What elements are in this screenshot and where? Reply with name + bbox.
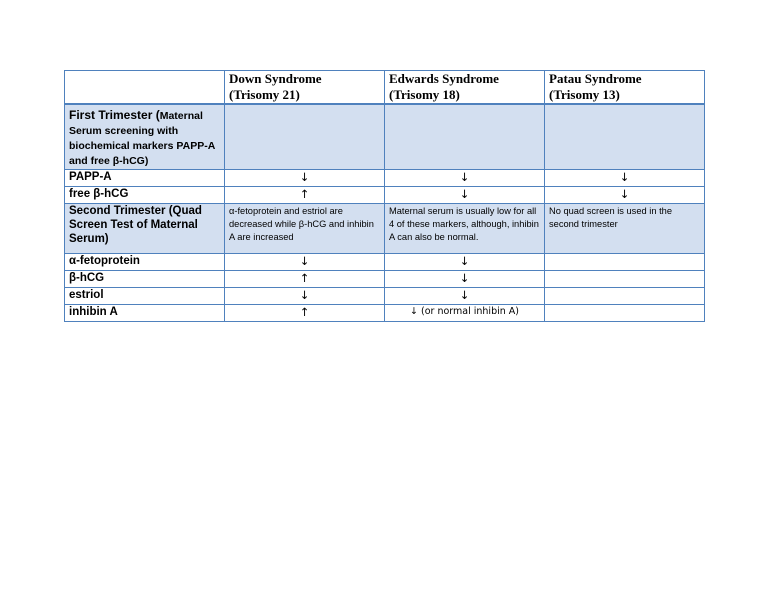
header-patau-syndrome	[545, 71, 705, 105]
table-row	[65, 170, 705, 187]
header-patau-subtitle: (Trisomy 13)	[549, 87, 620, 102]
first-trimester-edwards-cell	[385, 104, 545, 170]
header-edwards-subtitle: (Trisomy 18)	[389, 87, 460, 102]
afp-edwards-value: ↓	[385, 254, 545, 271]
inhibin-edwards-value: ↓ (or normal inhibin A)	[385, 305, 545, 322]
syndrome-screening-table	[64, 70, 705, 322]
header-edwards-title: Edwards Syndrome	[389, 71, 499, 86]
table-row	[65, 187, 705, 204]
first-trimester-patau-cell	[545, 104, 705, 170]
second-trimester-label: Second Trimester (Quad Screen Test of Maternal Serum)	[65, 204, 225, 254]
afp-patau-value	[545, 254, 705, 271]
estriol-down-value: ↓	[225, 288, 385, 305]
second-trimester-patau-note: No quad screen is used in the second trimester	[549, 206, 673, 229]
table-row	[65, 288, 705, 305]
row-label-afp: α-fetoprotein	[65, 254, 225, 271]
papp-a-patau-value: ↓	[545, 170, 705, 187]
row-label-bhcg: β-hCG	[65, 271, 225, 288]
second-trimester-edwards-note: Maternal serum is usually low for all 4 of these markers, although, inhibin A can also be normal.	[389, 206, 539, 242]
second-trimester-row	[65, 204, 705, 254]
papp-a-down-value: ↓	[225, 170, 385, 187]
afp-down-value: ↓	[225, 254, 385, 271]
table-row	[65, 271, 705, 288]
header-down-title: Down Syndrome	[229, 71, 322, 86]
second-trimester-edwards-cell	[385, 204, 545, 254]
free-bhcg-edwards-value: ↓	[385, 187, 545, 204]
first-trimester-label: First Trimester (Maternal Serum screening with biochemical markers PAPP-A and free β-hCG)	[65, 104, 225, 170]
bhcg-patau-value	[545, 271, 705, 288]
inhibin-patau-value	[545, 305, 705, 322]
papp-a-edwards-value: ↓	[385, 170, 545, 187]
first-trimester-row	[65, 104, 705, 170]
second-trimester-down-cell	[225, 204, 385, 254]
bhcg-edwards-value: ↓	[385, 271, 545, 288]
table-row	[65, 254, 705, 271]
second-trimester-down-note: α-fetoprotein and estriol are decreased while β-hCG and inhibin A are increased	[229, 206, 374, 242]
row-label-papp-a: PAPP-A	[65, 170, 225, 187]
header-edwards-syndrome	[385, 71, 545, 105]
estriol-patau-value	[545, 288, 705, 305]
header-empty-cell	[65, 71, 225, 105]
free-bhcg-patau-value: ↓	[545, 187, 705, 204]
header-patau-title: Patau Syndrome	[549, 71, 642, 86]
header-down-subtitle: (Trisomy 21)	[229, 87, 300, 102]
row-label-free-bhcg: free β-hCG	[65, 187, 225, 204]
second-trimester-patau-cell	[545, 204, 705, 254]
free-bhcg-down-value: ↑	[225, 187, 385, 204]
estriol-edwards-value: ↓	[385, 288, 545, 305]
row-label-estriol: estriol	[65, 288, 225, 305]
header-down-syndrome	[225, 71, 385, 105]
first-trimester-down-cell	[225, 104, 385, 170]
table-row	[65, 305, 705, 322]
header-row	[65, 71, 705, 105]
bhcg-down-value: ↑	[225, 271, 385, 288]
inhibin-down-value: ↑	[225, 305, 385, 322]
row-label-inhibin-a: inhibin A	[65, 305, 225, 322]
